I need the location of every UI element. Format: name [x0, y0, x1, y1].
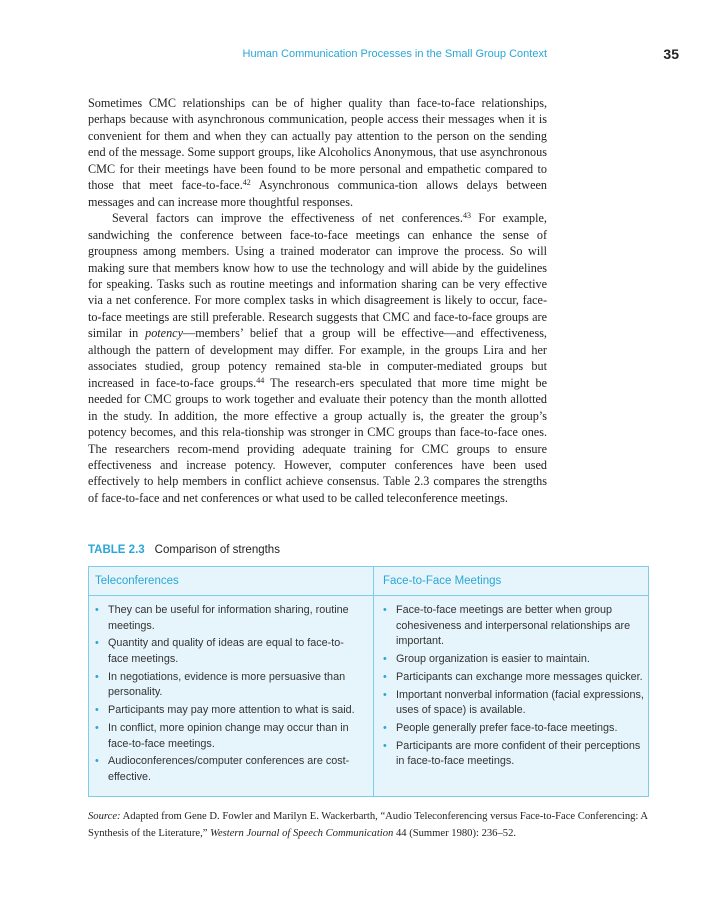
bullet-icon: • — [383, 670, 387, 683]
table-source-note — [88, 808, 668, 842]
list-item: • Audioconferences/computer conferences are cost-effective. — [95, 755, 350, 783]
bullet-icon: • — [95, 721, 99, 734]
body-text — [88, 95, 547, 506]
running-title: Human Communication Processes in the Small Group Context — [242, 48, 547, 60]
paragraph-1-text-1: Sometimes CMC relationships can be of higher quality than face-to-face relationships, perhaps because with asynchronous communication, people access their messages when it is convenient for them and when they can actually pay attention to the person on the sending end of the message. Some support groups, like Alcoholics Anonymous, that use asynchronous CMC for their meetings have been found to be more personal and empathetic compared to those that meet face-to-face. — [88, 96, 547, 193]
source-text-1: Adapted from Gene D. Fowler and Marilyn E. Wackerbarth, “Audio Teleconferencing versus Face-to-Face Conferencing: A Synthesis of the Literature,” — [88, 811, 648, 839]
face-to-face-list — [383, 603, 645, 772]
bullet-icon: • — [95, 704, 99, 717]
paragraph-1 — [88, 95, 547, 210]
table-label: TABLE 2.3 — [88, 544, 145, 556]
list-item: • Face-to-face meetings are better when group cohesiveness and interpersonal relationships are important. — [383, 604, 631, 648]
list-item: • Group organization is easier to maintain. — [383, 652, 645, 668]
teleconferences-list — [95, 603, 357, 788]
bullet-icon: • — [383, 688, 387, 701]
footnote-ref-42: 42 — [242, 178, 251, 188]
list-item: • Participants may pay more attention to what is said. — [95, 703, 357, 719]
list-item: • Participants can exchange more messages quicker. — [383, 670, 645, 686]
list-item: • People generally prefer face-to-face meetings. — [383, 721, 645, 737]
list-item: • Important nonverbal information (facial expressions, uses of space) is available. — [383, 688, 644, 717]
bullet-icon: • — [383, 652, 387, 665]
table-caption — [88, 544, 280, 556]
column-header-face-to-face: Face-to-Face Meetings — [383, 575, 502, 587]
bullet-icon: • — [383, 721, 387, 734]
bullet-icon: • — [383, 739, 387, 752]
list-item: • In negotiations, evidence is more persuasive than personality. — [95, 670, 346, 699]
paragraph-2 — [88, 210, 547, 506]
term-potency: potency — [145, 326, 183, 341]
bullet-icon: • — [383, 604, 387, 616]
bullet-icon: • — [95, 604, 99, 616]
list-item: • In conflict, more opinion change may occur than in face-to-face meetings. — [95, 721, 349, 750]
paragraph-1-text-2: Asynchronous communica-tion allows delays between messages and can increase more thoughtful responses. — [88, 178, 547, 209]
bullet-icon: • — [95, 755, 99, 768]
footnote-ref-44: 44 — [256, 375, 265, 385]
list-item: • Participants are more confident of their perceptions in face-to-face meetings. — [383, 739, 641, 768]
source-journal: Western Journal of Speech Communication — [210, 828, 394, 839]
column-header-teleconferences: Teleconferences — [95, 575, 179, 587]
source-text-2: 44 (Summer 1980): 236–52. — [393, 828, 517, 839]
table-header-row — [89, 567, 648, 596]
comparison-table — [88, 566, 649, 797]
running-head — [0, 48, 727, 66]
page-number: 35 — [663, 46, 679, 62]
bullet-icon: • — [95, 637, 99, 650]
bullet-icon: • — [95, 670, 99, 683]
table-title: Comparison of strengths — [154, 544, 280, 556]
column-divider — [373, 567, 374, 796]
paragraph-2-text-2: For example, sandwiching the conference between face-to-face meetings can enhance the sense of groupness among members. Using a trained moderator can improve the process. So will making sure that members know how to use the technology and will abide by the guidelines for speaking. Tasks such as routine meetings and information sharing can be very effective via a net conference. For more complex tasks in which disagreement is likely to occur, face-to-face meetings are still preferable. Research suggests that CMC and face-to-face groups are similar in — [88, 211, 547, 341]
paragraph-2-text-1: Several factors can improve the effectiveness of net conferences. — [112, 211, 463, 226]
list-item: • They can be useful for information sharing, routine meetings. — [95, 604, 349, 632]
source-label: Source: — [88, 811, 121, 822]
list-item: • Quantity and quality of ideas are equal to face-to-face meetings. — [95, 637, 344, 665]
paragraph-2-text-4: The research-ers speculated that more time might be needed for CMC groups to work together and evaluate their potency than the month allotted in the study. In addition, the more effective a group actually is, the greater the group’s potency becomes, and this rela-tionship was stronger in CMC groups than face-to-face ones. The researchers recom-mend providing adequate training for CMC groups to ensure effectiveness and increase potency. However, computer conferences have been used effectively to help members in conflict achieve consensus. Table 2.3 compares the strengths of face-to-face and net conferences or what used to be called teleconference meetings. — [88, 375, 547, 505]
footnote-ref-43: 43 — [462, 211, 471, 221]
paragraph-2-text-3: —members’ belief that a group will be effective—and effectiveness, although the pattern of development may differ. For example, in the groups Lira and her associates studied, group potency remained sta-ble in computer-mediated groups but increased in face-to-face groups. — [88, 326, 547, 390]
